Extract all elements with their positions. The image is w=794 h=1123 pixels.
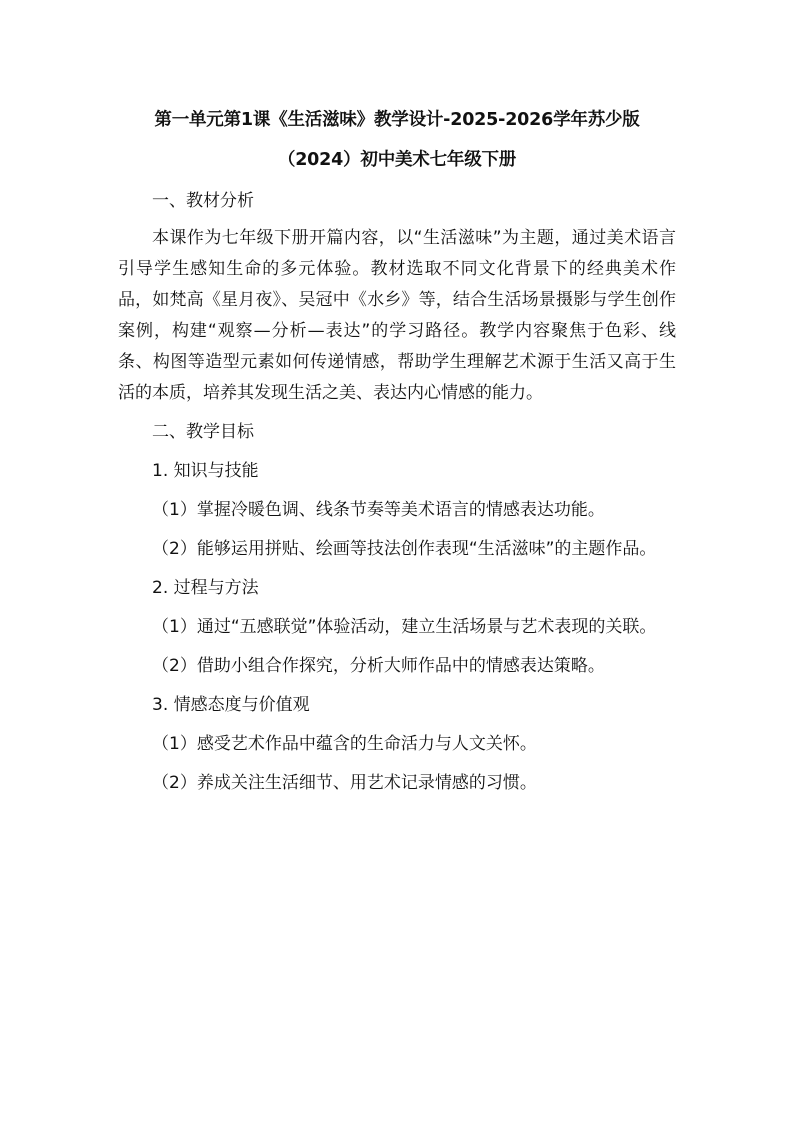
goal-subheading-knowledge-and-skills: 1. 知识与技能 (152, 461, 259, 481)
goal-item-process-2: （2）借助小组合作探究，分析大师作品中的情感表达策略。 (152, 656, 605, 676)
goal-subheading-process-and-method: 2. 过程与方法 (152, 578, 259, 598)
section-heading-teaching-goals: 二、教学目标 (152, 422, 254, 442)
goal-item-knowledge-2: （2）能够运用拼贴、绘画等技法创作表现“生活滋味”的主题作品。 (152, 539, 657, 559)
goal-item-emotion-2: （2）养成关注生活细节、用艺术记录情感的习惯。 (152, 773, 537, 793)
document-title-line-2: （2024）初中美术七年级下册 (277, 150, 517, 170)
document-title-line-1: 第一单元第1课《生活滋味》教学设计-2025-2026学年苏少版 (154, 110, 640, 130)
goal-item-emotion-1: （1）感受艺术作品中蕴含的生命活力与人文关怀。 (152, 734, 537, 754)
goal-item-process-1: （1）通过“五感联觉”体验活动，建立生活场景与艺术表现的关联。 (152, 617, 657, 637)
goal-subheading-emotion-attitude-values: 3. 情感态度与价值观 (152, 695, 310, 715)
teaching-material-analysis-paragraph: 本课作为七年级下册开篇内容，以“生活滋味”为主题，通过美术语言引导学生感知生命的多元体验。教材选取不同文化背景下的经典美术作品，如梵高《星月夜》、吴冠中《水乡》等，结合生活场景摄影与学生创作案例，构建“观察—分析—表达”的学习路径。教学内容聚焦于色彩、线条、构图等造型元素如何传递情感，帮助学生理解艺术源于生活又高于生活的本质，培养其发现生活之美、表达内心情感的能力。 (118, 228, 676, 403)
section-heading-teaching-material-analysis: 一、教材分析 (152, 191, 254, 211)
goal-item-knowledge-1: （1）掌握冷暖色调、线条节奏等美术语言的情感表达功能。 (152, 500, 605, 520)
